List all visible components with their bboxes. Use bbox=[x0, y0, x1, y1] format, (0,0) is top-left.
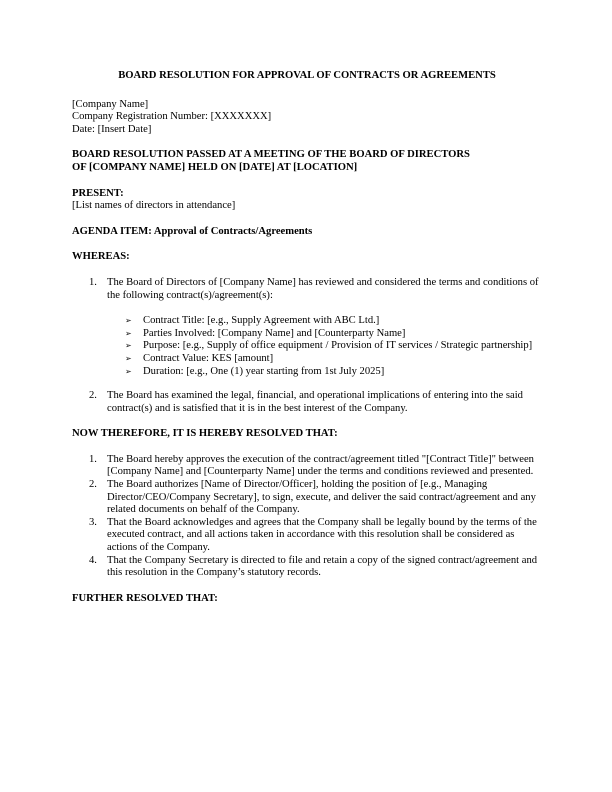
list-text: That the Company Secretary is directed to file and retain a copy of the signed contract/agreement and this resolution in the Company’s statutory records. bbox=[107, 554, 538, 579]
meeting-heading-line2: OF [COMPANY NAME] HELD ON [DATE] AT [LOCATION] bbox=[72, 161, 358, 173]
company-header bbox=[72, 99, 542, 137]
meeting-heading-line1: BOARD RESOLUTION PASSED AT A MEETING OF THE BOARD OF DIRECTORS bbox=[72, 149, 470, 161]
list-item bbox=[72, 315, 542, 328]
list-item bbox=[72, 366, 542, 379]
whereas-list bbox=[72, 277, 542, 302]
list-number: 3. bbox=[89, 516, 97, 528]
agenda-item: AGENDA ITEM: Approval of Contracts/Agreements bbox=[72, 225, 313, 237]
list-text: The Board hereby approves the execution of the contract/agreement titled "[Contract Title]" between [Company Name] and [Counterparty Name] under the terms and conditions reviewed and presented. bbox=[107, 453, 534, 478]
list-text: Contract Value: KES [amount] bbox=[143, 352, 274, 364]
whereas-label: WHEREAS: bbox=[72, 251, 130, 263]
list-item bbox=[72, 328, 542, 341]
list-item bbox=[72, 517, 542, 555]
further-resolved-label: FURTHER RESOLVED THAT: bbox=[72, 592, 218, 604]
list-text: The Board authorizes [Name of Director/Officer], holding the position of [e.g., Managing Director/CEO/Company Secretary], to sign, execute, and deliver the said contract/agreement and any related documents on behalf of the Company. bbox=[107, 479, 536, 516]
list-number: 2. bbox=[89, 390, 97, 402]
list-text: Parties Involved: [Company Name] and [Counterparty Name] bbox=[143, 327, 406, 339]
resolved-label: NOW THEREFORE, IT IS HEREBY RESOLVED THAT: bbox=[72, 428, 338, 440]
document-date: Date: [Insert Date] bbox=[72, 123, 152, 135]
document-title: BOARD RESOLUTION FOR APPROVAL OF CONTRACTS OR AGREEMENTS bbox=[118, 70, 496, 81]
list-number: 4. bbox=[89, 554, 97, 566]
list-item bbox=[72, 454, 542, 479]
list-item bbox=[72, 340, 542, 353]
list-text: Contract Title: [e.g., Supply Agreement with ABC Ltd.] bbox=[143, 315, 380, 327]
list-item bbox=[72, 390, 542, 415]
present-section bbox=[72, 188, 542, 213]
list-item bbox=[72, 555, 542, 580]
resolved-list bbox=[72, 454, 542, 580]
list-number: 1. bbox=[89, 453, 97, 465]
list-text: Purpose: [e.g., Supply of office equipment / Provision of IT services / Strategic partnership] bbox=[143, 340, 533, 352]
arrow-bullet-icon: ➢ bbox=[125, 341, 132, 351]
arrow-bullet-icon: ➢ bbox=[125, 366, 132, 376]
company-name: [Company Name] bbox=[72, 98, 149, 110]
meeting-heading bbox=[72, 149, 542, 174]
arrow-bullet-icon: ➢ bbox=[125, 353, 132, 363]
present-label: PRESENT: bbox=[72, 187, 124, 199]
list-item bbox=[72, 353, 542, 366]
whereas-list-continued bbox=[72, 390, 542, 415]
list-number: 1. bbox=[89, 276, 97, 288]
document-page bbox=[72, 70, 542, 605]
list-text: The Board of Directors of [Company Name] has reviewed and considered the terms and conditions of the following contract(s)/agreement(s): bbox=[107, 276, 539, 301]
list-number: 2. bbox=[89, 479, 97, 491]
list-item bbox=[72, 479, 542, 517]
present-text: [List names of directors in attendance] bbox=[72, 200, 236, 212]
list-text: That the Board acknowledges and agrees that the Company shall be legally bound by the terms of the executed contract, and all actions taken in accordance with this resolution shall be considered as actions of the Company. bbox=[107, 516, 537, 554]
list-item bbox=[72, 277, 542, 302]
list-text: Duration: [e.g., One (1) year starting from 1st July 2025] bbox=[143, 365, 385, 377]
arrow-bullet-icon: ➢ bbox=[125, 316, 132, 326]
list-text: The Board has examined the legal, financial, and operational implications of entering into the said contract(s) and is satisfied that it is in the best interest of the Company. bbox=[107, 390, 523, 414]
contract-details-list bbox=[72, 315, 542, 378]
company-registration: Company Registration Number: [XXXXXXX] bbox=[72, 111, 272, 123]
arrow-bullet-icon: ➢ bbox=[125, 328, 132, 338]
